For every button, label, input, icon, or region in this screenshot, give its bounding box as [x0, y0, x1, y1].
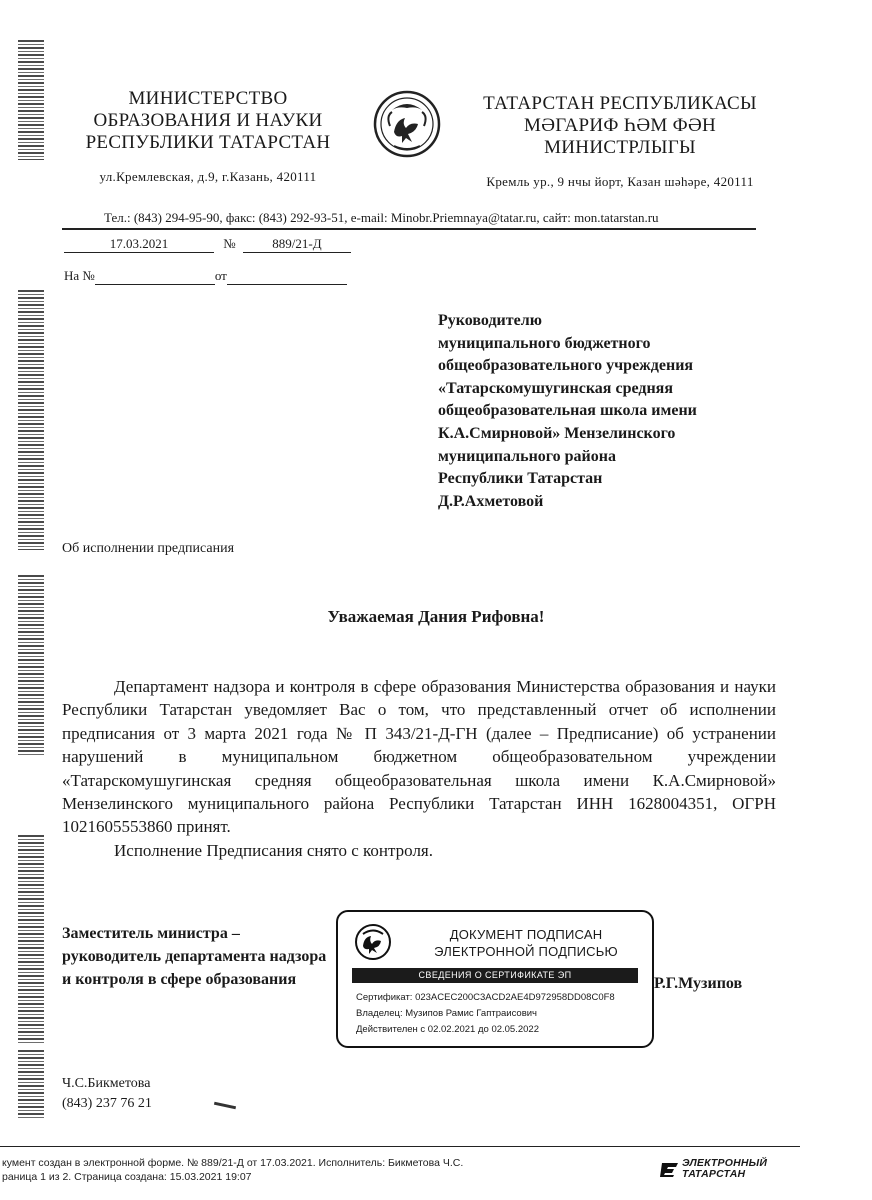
ministry-contacts: Тел.: (843) 294-95-90, факс: (843) 292-93-51, e-mail: Minobr.Priemnaya@tatar.ru, сайт: mon.tatarstan.ru: [104, 210, 659, 225]
signer-position-line: и контроля в сфере образования: [62, 971, 297, 988]
header-rule: [62, 228, 756, 230]
reference-from-label: от: [214, 268, 227, 283]
ministry-name-tatar: [470, 93, 770, 193]
tatarstan-emblem-icon: [352, 922, 394, 962]
addressee-line: «Татарскомушугинская средняя: [438, 379, 673, 397]
registration-number-label: №: [223, 236, 236, 251]
addressee-line: Д.Р.Ахметовой: [438, 492, 544, 510]
registration-number: 889/21-Д: [243, 236, 351, 253]
stamp-title: [408, 926, 644, 960]
logo-mark-icon: [660, 1159, 680, 1179]
scan-artifact: [18, 290, 44, 550]
document-footer: [2, 1156, 463, 1184]
stamp-validity: Действителен с 02.02.2021 до 02.05.2022: [356, 1024, 539, 1035]
executor-phone: (843) 237 76 21: [62, 1096, 152, 1111]
stamp-certificate-header: СВЕДЕНИЯ О СЕРТИФИКАТЕ ЭП: [352, 968, 638, 983]
header-left-line: РЕСПУБЛИКИ ТАТАРСТАН: [85, 132, 331, 153]
addressee-line: общеобразовательного учреждения: [438, 357, 694, 375]
scan-mark: [214, 1102, 236, 1110]
addressee-line: К.А.Смирновой» Мензелинского: [438, 424, 676, 442]
tatarstan-coat-of-arms-icon: [372, 86, 442, 164]
scan-artifact: [18, 40, 44, 160]
reference-label: На №: [64, 268, 95, 283]
brand-line: ЭЛЕКТРОННЫЙ: [682, 1157, 768, 1169]
addressee-line: общеобразовательная школа имени: [438, 402, 697, 420]
registration-date: 17.03.2021: [64, 236, 214, 253]
reference-line: [64, 268, 347, 285]
signer-position-line: Заместитель министра –: [62, 925, 240, 942]
scan-artifact: [18, 575, 44, 755]
footer-rule: [0, 1146, 800, 1147]
addressee-line: Руководителю: [438, 312, 542, 329]
stamp-certificate: Сертификат: 023ACEC200C3ACD2AE4D972958DD08C0F8: [356, 992, 615, 1003]
addressee-line: Республики Татарстан: [438, 470, 603, 488]
scan-artifact: [18, 1050, 44, 1120]
body-paragraph: Исполнение Предписания снято с контроля.: [114, 840, 433, 860]
stamp-title-line: ЭЛЕКТРОННОЙ ПОДПИСЬЮ: [434, 944, 618, 959]
electronic-signature-stamp: [336, 910, 654, 1048]
addressee-block: [438, 310, 798, 513]
ministry-address-tatar: Кремль ур., 9 нчы йорт, Казан шәһәре, 420111: [486, 174, 754, 189]
letter-subject: Об исполнении предписания: [62, 541, 235, 556]
body-paragraph: Департамент надзора и контроля в сфере образования Министерства образования и науки Республики Татарстан уведомляет Вас о том, что представленный отчет об исполнении предписания от 3 марта 2021 года № П 343/21-Д-ГН (далее – Предписание) об устранении нарушений в муниципальном бюджетном общеобразовательном учреждении «Татарскомушугинская средняя общеобразовательная школа имени К.А.Смирновой» Мензелинского муниципального района Республики Татарстан ИНН 1628004351, ОГРН 1021605553860 принят.: [62, 677, 776, 837]
signer-position-line: руководитель департамента надзора: [62, 948, 327, 965]
executor-name: Ч.С.Бикметова: [62, 1076, 151, 1091]
stamp-title-line: ДОКУМЕНТ ПОДПИСАН: [449, 927, 603, 942]
footer-line: кумент создан в электронной форме. № 889/21-Д от 17.03.2021. Исполнитель: Бикметова Ч.С.: [2, 1157, 464, 1169]
header-left-line: МИНИСТЕРСТВО: [128, 88, 288, 109]
registration-block: [64, 236, 351, 253]
electronic-tatarstan-logo: [682, 1158, 792, 1180]
header-right-line: ТАТАРСТАН РЕСПУБЛИКАСЫ: [483, 93, 757, 114]
salutation: Уважаемая Дания Рифовна!: [327, 607, 545, 626]
ministry-name-russian: [78, 88, 338, 188]
reference-number-field: [95, 268, 215, 285]
footer-line: раница 1 из 2. Страница создана: 15.03.2021 19:07: [2, 1171, 252, 1183]
header-left-line: ОБРАЗОВАНИЯ И НАУКИ: [93, 110, 323, 131]
reference-date-field: [227, 268, 347, 285]
addressee-line: муниципального района: [438, 447, 616, 465]
signer-name: Р.Г.Музипов: [654, 975, 743, 992]
stamp-owner: Владелец: Музипов Рамис Гаптраисович: [356, 1008, 538, 1019]
addressee-line: муниципального бюджетного: [438, 334, 651, 352]
scan-artifact: [18, 835, 44, 1045]
header-right-line: МӘГАРИФ ҺӘМ ФӘН: [524, 115, 716, 136]
executor-block: [62, 1074, 152, 1114]
brand-line: ТАТАРСТАН: [682, 1168, 746, 1180]
ministry-address-russian: ул.Кремлевская, д.9, г.Казань, 420111: [99, 169, 317, 184]
letter-body: [62, 675, 776, 862]
signer-position: [62, 922, 362, 991]
header-right-line: МИНИСТРЛЫГЫ: [544, 137, 696, 158]
